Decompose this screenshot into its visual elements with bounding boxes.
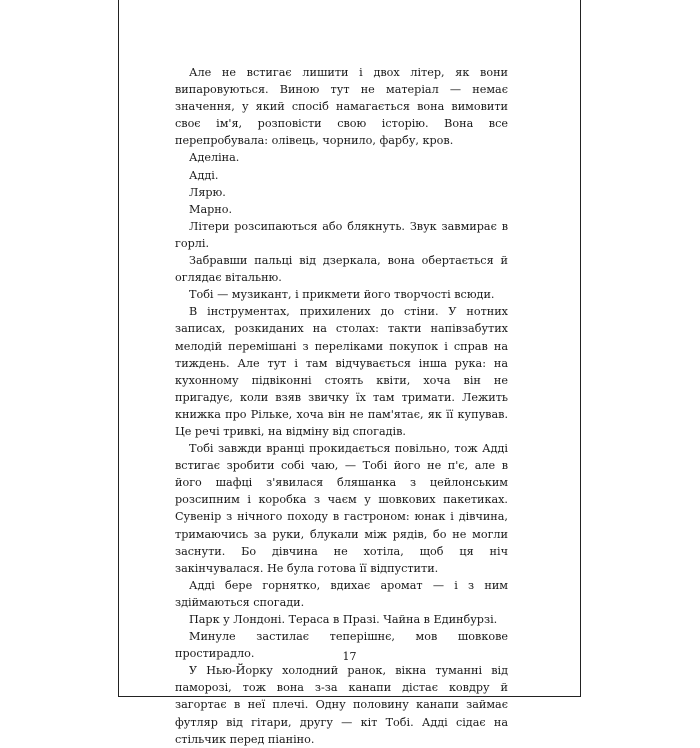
paragraph: В інструментах, прихилених до стіни. У нотних записах, розкиданих на столах: такти напівзабутих мелодій перемішані з переліками покупок і справ на тиждень. Але тут і там відчувається інша рука: на кухонному підвіконні стоять квіти, хоча він не пригадує, коли взяв звичку їх там тримати. Лежить книжка про Рільке, хоча він не пам'ятає, як її купував. Це речі тривкі, на відміну від спогадів.	[175, 305, 508, 438]
paragraph: Марно.	[189, 202, 233, 216]
paragraph: Літери розсипаються або блякнуть. Звук завмирає в горлі.	[175, 219, 508, 250]
paragraph: У Нью-Йорку холодний ранок, вікна туманні від паморозі, тож вона з-за канапи дістає ковдру й загортає в неї плечі. Одну половину канапи займає футляр від гітари, другу — кіт Тобі. Адді сідає на стільчик перед піаніно.	[175, 664, 508, 746]
paragraph: Тобі — музикант, і прикмети його творчості всюди.	[189, 288, 495, 302]
paragraph: Лярю.	[189, 185, 226, 199]
book-page	[118, 0, 581, 746]
paragraph: Адді бере горнятко, вдихає аромат — і з ним здіймаються спогади.	[175, 578, 508, 609]
paragraph: Парк у Лондоні. Тераса в Празі. Чайна в Единбурзі.	[189, 613, 498, 626]
paragraph: Минуле застилає теперішнє, мов шовкове простирадло.	[175, 630, 508, 661]
paragraph: Тобі завжди вранці прокидається повільно, тож Адді встигає зробити собі чаю, — Тобі його не п'є, але в його шафці з'явилася бляшанка з цейлонським розсипним і коробка з чаєм у шовкових пакетиках. Сувенір з нічного походу в гастроном: юнак і дівчина, тримаючись за руки, блукали між рядів, бо не могли заснути. Бо дівчина не хотіла, щоб ця ніч закінчувалася. Не була готова її відпустити.	[175, 442, 508, 575]
paragraph: Адді.	[189, 168, 219, 182]
paragraph: Аделіна.	[189, 151, 240, 165]
body-text	[175, 64, 508, 748]
paragraph: Але не встигає лишити і двох літер, як вони випаровуються. Виною тут не матеріал — немає значення, у який спосіб намагається вона вимовити своє ім'я, розповісти свою історію. Вона все перепробувала: олівець, чорнило, фарбу, кров.	[175, 66, 508, 148]
paragraph: Забравши пальці від дзеркала, вона обертається й оглядає вітальню.	[175, 254, 508, 285]
page-number: 17	[342, 650, 357, 663]
